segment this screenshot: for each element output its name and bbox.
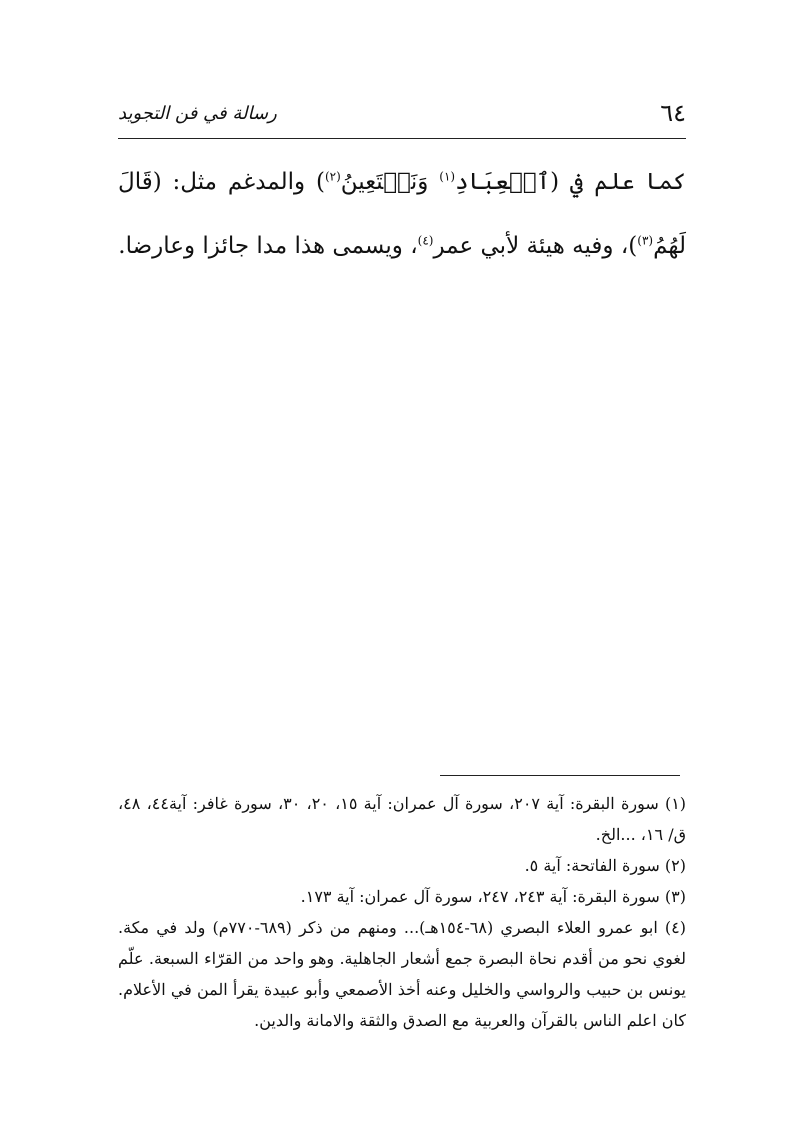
- text-segment: كما علم في (ٱلۡعِبَادِ: [455, 169, 687, 195]
- footnote-3: (٣) سورة البقرة: آية ٢٤٣، ٢٤٧، سورة آل عمران: آية ١٧٣.: [300, 887, 686, 906]
- text-segment: ، ويسمى هذا مدا جائزا وعارضا.: [118, 233, 418, 259]
- footnotes: [118, 788, 686, 1036]
- footnote-2: (٢) سورة الفاتحة: آية ٥.: [524, 856, 686, 875]
- footnote-ref-4: (٤): [417, 233, 434, 248]
- page-number: ٦٤: [660, 99, 686, 127]
- page-header: [118, 98, 686, 132]
- footnote-1: (١) سورة البقرة: آية ٢٠٧، سورة آل عمران: آية ١٥، ٢٠، ٣٠، سورة غافر: آية٤٤، ٤٨، ق/ ١٦، ...الخ.: [118, 794, 687, 844]
- footnote-ref-2: (٢): [324, 169, 341, 184]
- text-segment: ) والمدغم مثل: (قَالَ لَهُمُ: [118, 169, 686, 259]
- footnote-4: (٤) ابو عمرو العلاء البصري (٦٨-١٥٤هـ)... ومنهم من ذكر (٦٨٩-٧٧٠م) ولد في مكة. لغوي نحو من أقدم نحاة البصرة جمع أشعار الجاهلية. وهو واحد من القرّاء السبعة. علّم يونس بن حبيب والرواسي والخليل وعنه أخذ الأصمعي وأبو عبيدة يقرأ المن في الأعلام. كان اعلم الناس بالقرآن والعربية مع الصدق والثقة والامانة والدين.: [118, 918, 687, 1030]
- header-divider: [118, 138, 686, 139]
- footnote-divider: [440, 775, 680, 776]
- main-paragraph: [118, 150, 686, 278]
- running-title: رسالة في فن التجويد: [118, 103, 277, 124]
- main-text: [118, 150, 686, 278]
- text-segment: )، وفيه هيئة لأبي عمر: [433, 233, 638, 259]
- text-segment: وَنَسۡتَعِينُ: [340, 169, 440, 195]
- footnote-ref-3: (٣): [637, 233, 654, 248]
- footnote-ref-1: (١): [439, 169, 456, 184]
